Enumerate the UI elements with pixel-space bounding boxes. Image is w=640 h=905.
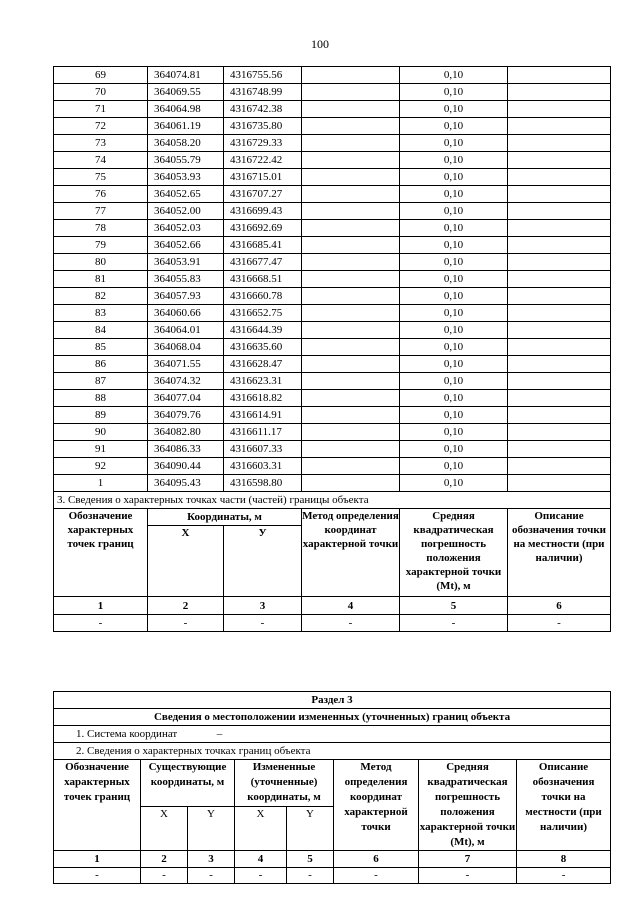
section3-title: Раздел 3 xyxy=(54,692,611,709)
s3-h-x2: X xyxy=(235,807,287,851)
point-mt: 0,10 xyxy=(400,254,508,271)
point-y: 4316607.33 xyxy=(224,441,302,458)
point-mt: 0,10 xyxy=(400,373,508,390)
point-row xyxy=(54,101,611,118)
point-mt: 0,10 xyxy=(400,169,508,186)
s3-h-designation: Обозначение характерных точек границ xyxy=(54,760,141,851)
point-x: 364060.66 xyxy=(148,305,224,322)
point-number: 71 xyxy=(54,101,148,118)
point-method xyxy=(302,152,400,169)
point-number: 84 xyxy=(54,322,148,339)
s3-dash-cell: - xyxy=(188,868,235,884)
point-y: 4316699.43 xyxy=(224,203,302,220)
point-method xyxy=(302,186,400,203)
point-row xyxy=(54,203,611,220)
point-description xyxy=(508,339,611,356)
point-number: 87 xyxy=(54,373,148,390)
point-row xyxy=(54,152,611,169)
point-y: 4316668.51 xyxy=(224,271,302,288)
point-description xyxy=(508,288,611,305)
s3-col-num-7: 7 xyxy=(419,851,517,868)
col-num-2: 2 xyxy=(148,597,224,615)
point-x: 364086.33 xyxy=(148,441,224,458)
point-method xyxy=(302,441,400,458)
point-description xyxy=(508,84,611,101)
point-number: 83 xyxy=(54,305,148,322)
point-description xyxy=(508,271,611,288)
point-method xyxy=(302,220,400,237)
point-method xyxy=(302,458,400,475)
point-number: 92 xyxy=(54,458,148,475)
point-x: 364090.44 xyxy=(148,458,224,475)
point-row xyxy=(54,390,611,407)
dash-cell: - xyxy=(400,615,508,632)
s3-dash-cell: - xyxy=(287,868,334,884)
point-method xyxy=(302,339,400,356)
section3-subtitle: Сведения о местоположении измененных (уточненных) границ объекта xyxy=(54,709,611,726)
point-y: 4316685.41 xyxy=(224,237,302,254)
h-y: У xyxy=(224,526,302,597)
point-method xyxy=(302,288,400,305)
point-row xyxy=(54,186,611,203)
s3-h-method: Метод определения координат характерной точки xyxy=(334,760,419,851)
s3-h-description: Описание обозначения точки на местности (при наличии) xyxy=(517,760,611,851)
point-y: 4316628.47 xyxy=(224,356,302,373)
point-description xyxy=(508,390,611,407)
point-row xyxy=(54,135,611,152)
point-y: 4316603.31 xyxy=(224,458,302,475)
point-description xyxy=(508,152,611,169)
point-number: 75 xyxy=(54,169,148,186)
s3-dash-cell: - xyxy=(54,868,141,884)
s3-col-num-5: 5 xyxy=(287,851,334,868)
points-table xyxy=(53,66,611,632)
point-number: 81 xyxy=(54,271,148,288)
point-description xyxy=(508,475,611,492)
point-number: 74 xyxy=(54,152,148,169)
point-method xyxy=(302,84,400,101)
point-description xyxy=(508,305,611,322)
point-y: 4316748.99 xyxy=(224,84,302,101)
point-mt: 0,10 xyxy=(400,322,508,339)
point-description xyxy=(508,169,611,186)
dash-cell: - xyxy=(302,615,400,632)
point-mt: 0,10 xyxy=(400,135,508,152)
point-x: 364064.98 xyxy=(148,101,224,118)
point-number: 72 xyxy=(54,118,148,135)
point-row xyxy=(54,356,611,373)
point-description xyxy=(508,441,611,458)
page-number: 100 xyxy=(311,37,329,51)
col-num-6: 6 xyxy=(508,597,611,615)
point-row xyxy=(54,322,611,339)
s3-h-x1: X xyxy=(141,807,188,851)
point-description xyxy=(508,254,611,271)
point-y: 4316614.91 xyxy=(224,407,302,424)
h-x: Х xyxy=(148,526,224,597)
s3-col-num-8: 8 xyxy=(517,851,611,868)
point-method xyxy=(302,169,400,186)
s3-dash-cell: - xyxy=(419,868,517,884)
point-y: 4316742.38 xyxy=(224,101,302,118)
point-method xyxy=(302,407,400,424)
point-number: 86 xyxy=(54,356,148,373)
point-x: 364079.76 xyxy=(148,407,224,424)
point-number: 77 xyxy=(54,203,148,220)
point-row xyxy=(54,475,611,492)
part3-block xyxy=(54,492,611,632)
point-description xyxy=(508,322,611,339)
s3-h-y1: Y xyxy=(188,807,235,851)
s3-h-changed: Измененные (уточненные) координаты, м xyxy=(235,760,334,807)
point-mt: 0,10 xyxy=(400,458,508,475)
point-method xyxy=(302,254,400,271)
point-row xyxy=(54,305,611,322)
point-x: 364053.93 xyxy=(148,169,224,186)
point-mt: 0,10 xyxy=(400,475,508,492)
point-number: 79 xyxy=(54,237,148,254)
point-x: 364071.55 xyxy=(148,356,224,373)
point-method xyxy=(302,67,400,84)
point-x: 364055.83 xyxy=(148,271,224,288)
s3-col-num-6: 6 xyxy=(334,851,419,868)
point-y: 4316735.80 xyxy=(224,118,302,135)
point-x: 364082.80 xyxy=(148,424,224,441)
h-coords: Координаты, м xyxy=(148,509,302,526)
s3-col-num-1: 1 xyxy=(54,851,141,868)
point-x: 364077.04 xyxy=(148,390,224,407)
point-x: 364055.79 xyxy=(148,152,224,169)
point-number: 69 xyxy=(54,67,148,84)
point-x: 364052.66 xyxy=(148,237,224,254)
point-number: 85 xyxy=(54,339,148,356)
point-number: 76 xyxy=(54,186,148,203)
point-description xyxy=(508,186,611,203)
point-y: 4316623.31 xyxy=(224,373,302,390)
col-num-1: 1 xyxy=(54,597,148,615)
point-method xyxy=(302,356,400,373)
point-description xyxy=(508,356,611,373)
point-x: 364057.93 xyxy=(148,288,224,305)
point-number: 88 xyxy=(54,390,148,407)
col-num-5: 5 xyxy=(400,597,508,615)
point-row xyxy=(54,237,611,254)
point-y: 4316635.60 xyxy=(224,339,302,356)
s3-col-num-3: 3 xyxy=(188,851,235,868)
point-number: 90 xyxy=(54,424,148,441)
point-description xyxy=(508,220,611,237)
point-row xyxy=(54,220,611,237)
point-mt: 0,10 xyxy=(400,339,508,356)
point-number: 89 xyxy=(54,407,148,424)
part3-title: 3. Сведения о характерных точках части (частей) границы объекта xyxy=(54,492,611,509)
point-row xyxy=(54,169,611,186)
point-mt: 0,10 xyxy=(400,101,508,118)
point-description xyxy=(508,67,611,84)
point-method xyxy=(302,475,400,492)
point-x: 364052.65 xyxy=(148,186,224,203)
point-y: 4316707.27 xyxy=(224,186,302,203)
point-x: 364052.00 xyxy=(148,203,224,220)
col-num-3: 3 xyxy=(224,597,302,615)
point-number: 1 xyxy=(54,475,148,492)
point-description xyxy=(508,407,611,424)
dash-cell: - xyxy=(148,615,224,632)
points-title: 2. Сведения о характерных точках границ объекта xyxy=(54,743,611,760)
point-x: 364069.55 xyxy=(148,84,224,101)
point-y: 4316660.78 xyxy=(224,288,302,305)
point-number: 91 xyxy=(54,441,148,458)
point-description xyxy=(508,203,611,220)
h-description: Описание обозначения точки на местности (при наличии) xyxy=(508,509,611,597)
point-row xyxy=(54,407,611,424)
dash-cell: - xyxy=(508,615,611,632)
point-y: 4316722.42 xyxy=(224,152,302,169)
point-method xyxy=(302,118,400,135)
point-y: 4316598.80 xyxy=(224,475,302,492)
coord-system-row xyxy=(54,726,611,743)
point-mt: 0,10 xyxy=(400,288,508,305)
point-row xyxy=(54,424,611,441)
point-description xyxy=(508,424,611,441)
point-mt: 0,10 xyxy=(400,407,508,424)
point-description xyxy=(508,135,611,152)
point-mt: 0,10 xyxy=(400,84,508,101)
h-designation: Обозначение характерных точек границ xyxy=(54,509,148,597)
point-number: 82 xyxy=(54,288,148,305)
point-description xyxy=(508,458,611,475)
point-y: 4316677.47 xyxy=(224,254,302,271)
point-mt: 0,10 xyxy=(400,390,508,407)
point-number: 80 xyxy=(54,254,148,271)
s3-dash-cell: - xyxy=(334,868,419,884)
s3-col-num-4: 4 xyxy=(235,851,287,868)
point-row xyxy=(54,373,611,390)
coord-system-value: – xyxy=(216,727,223,740)
point-row xyxy=(54,288,611,305)
point-row xyxy=(54,84,611,101)
point-y: 4316755.56 xyxy=(224,67,302,84)
point-mt: 0,10 xyxy=(400,67,508,84)
point-y: 4316644.39 xyxy=(224,322,302,339)
point-mt: 0,10 xyxy=(400,118,508,135)
point-method xyxy=(302,390,400,407)
point-method xyxy=(302,203,400,220)
point-mt: 0,10 xyxy=(400,203,508,220)
point-y: 4316611.17 xyxy=(224,424,302,441)
point-mt: 0,10 xyxy=(400,186,508,203)
point-y: 4316715.01 xyxy=(224,169,302,186)
point-description xyxy=(508,101,611,118)
point-row xyxy=(54,339,611,356)
point-method xyxy=(302,305,400,322)
point-method xyxy=(302,101,400,118)
point-x: 364074.81 xyxy=(148,67,224,84)
section3-table xyxy=(53,691,611,884)
point-x: 364095.43 xyxy=(148,475,224,492)
point-y: 4316729.33 xyxy=(224,135,302,152)
point-row xyxy=(54,441,611,458)
s3-col-num-2: 2 xyxy=(141,851,188,868)
s3-h-existing: Существующие координаты, м xyxy=(141,760,235,807)
point-number: 78 xyxy=(54,220,148,237)
point-mt: 0,10 xyxy=(400,305,508,322)
s3-h-y2: Y xyxy=(287,807,334,851)
point-method xyxy=(302,135,400,152)
coord-system-label: 1. Система координат xyxy=(76,727,178,740)
point-method xyxy=(302,237,400,254)
point-row xyxy=(54,118,611,135)
point-mt: 0,10 xyxy=(400,356,508,373)
h-accuracy: Средняя квадратическая погрешность положения характерной точки (Mt), м xyxy=(400,509,508,597)
point-x: 364068.04 xyxy=(148,339,224,356)
point-x: 364064.01 xyxy=(148,322,224,339)
point-description xyxy=(508,237,611,254)
h-method: Метод определения координат характерной точки xyxy=(302,509,400,597)
point-x: 364061.19 xyxy=(148,118,224,135)
point-x: 364074.32 xyxy=(148,373,224,390)
dash-cell: - xyxy=(54,615,148,632)
point-mt: 0,10 xyxy=(400,271,508,288)
point-x: 364052.03 xyxy=(148,220,224,237)
point-y: 4316692.69 xyxy=(224,220,302,237)
s3-dash-cell: - xyxy=(235,868,287,884)
s3-dash-cell: - xyxy=(517,868,611,884)
point-method xyxy=(302,373,400,390)
dash-cell: - xyxy=(224,615,302,632)
point-mt: 0,10 xyxy=(400,220,508,237)
point-x: 364053.91 xyxy=(148,254,224,271)
point-row xyxy=(54,67,611,84)
point-mt: 0,10 xyxy=(400,152,508,169)
point-method xyxy=(302,322,400,339)
col-num-4: 4 xyxy=(302,597,400,615)
point-number: 70 xyxy=(54,84,148,101)
point-number: 73 xyxy=(54,135,148,152)
point-row xyxy=(54,271,611,288)
point-row xyxy=(54,254,611,271)
point-x: 364058.20 xyxy=(148,135,224,152)
point-method xyxy=(302,271,400,288)
point-description xyxy=(508,373,611,390)
point-mt: 0,10 xyxy=(400,441,508,458)
s3-h-accuracy: Средняя квадратическая погрешность положения характерной точки (Mt), м xyxy=(419,760,517,851)
point-mt: 0,10 xyxy=(400,424,508,441)
s3-dash-cell: - xyxy=(141,868,188,884)
point-method xyxy=(302,424,400,441)
point-description xyxy=(508,118,611,135)
point-y: 4316652.75 xyxy=(224,305,302,322)
point-mt: 0,10 xyxy=(400,237,508,254)
point-y: 4316618.82 xyxy=(224,390,302,407)
point-row xyxy=(54,458,611,475)
